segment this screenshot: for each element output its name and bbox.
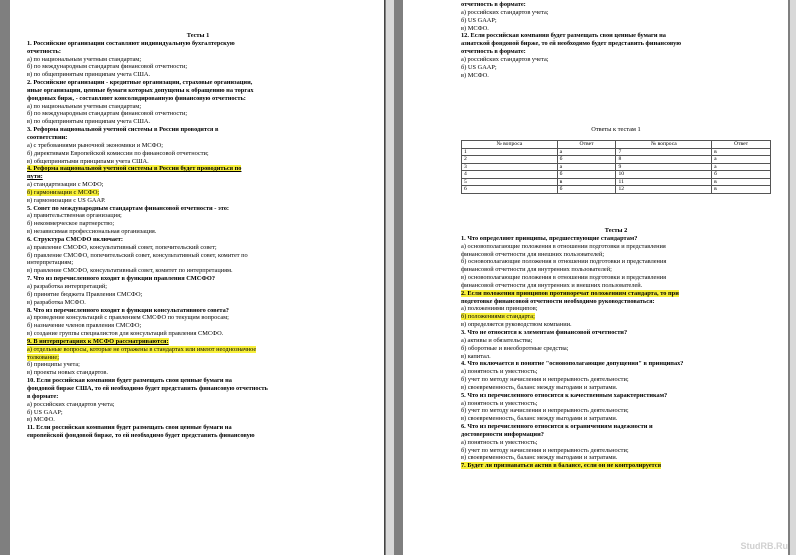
text-line: в) разработка МСФО. (27, 298, 86, 306)
text-line: а) по национальным учетным стандартам; (27, 102, 142, 110)
text-line: а) активы и обязательства; (461, 336, 533, 344)
text-line: в) общепринятыми принципами учета США. (27, 157, 149, 165)
highlighted-answer: 4. Реформа национальной учетной системы в России будет проводиться по (27, 165, 242, 173)
answers-cell: а (557, 148, 616, 156)
table-row (462, 186, 771, 194)
text-line: 6. Что из перечисленного относится к ограничениям надежности и (461, 423, 653, 431)
text-line: б) US GAAP; (461, 16, 497, 24)
text-line: в) по общепринятым принципам учета США. (27, 118, 151, 126)
text-line: а) с требованиями рыночной экономики и МСФО; (27, 141, 164, 149)
text-line (27, 165, 369, 173)
answers-cell: б (712, 171, 771, 179)
table-row (462, 148, 771, 156)
text-line: 6. Структура СМСФО включает: (27, 235, 124, 243)
text-line: соответствии: (27, 133, 68, 141)
text-line: 11. Если российская компания будет размещать свои ценные бумаги на (27, 424, 232, 432)
text-line: пути: (27, 173, 43, 181)
answers-cell: 10 (616, 171, 712, 179)
answers-cell: в (557, 178, 616, 186)
text-line: 12. Если российская компания будет размещать свои ценные бумаги на (461, 32, 666, 40)
answers-cell: 8 (616, 156, 712, 164)
table-row (462, 178, 771, 186)
text-line: в) проекты новых стандартов. (27, 369, 108, 377)
answers-header-cell: Ответ (557, 141, 616, 149)
watermark: StudRB.Ru (740, 541, 788, 551)
table-row (462, 156, 771, 164)
left-page-text (27, 32, 369, 440)
text-line: Тесты 2 (604, 227, 628, 234)
text-line: а) стандартизации с МСФО; (27, 181, 104, 189)
answers-cell: 11 (616, 178, 712, 186)
text-line: фондовых бирж, - составляют консолидированную финансовую отчетность: (27, 94, 246, 102)
answers-cell: 5 (462, 178, 558, 186)
text-line: а) российских стандартов учета; (461, 8, 549, 16)
highlighted-answer: толкование; (27, 353, 59, 361)
answers-cell: а (712, 163, 771, 171)
document-page-left (10, 0, 385, 555)
text-line: а) правительственная организация; (27, 212, 122, 220)
text-line: б) учет по методу начисления и непрерывность деятельности; (461, 407, 629, 415)
text-line: отчетность: (27, 47, 61, 55)
text-line (461, 313, 771, 321)
text-line: в) основополагающие положения в отношении подготовки и представления (461, 274, 667, 282)
text-line: финансовой отчетности для внутренних пользователей; (461, 266, 612, 274)
answers-title: Ответы к тестам 1 (591, 126, 641, 133)
text-line (27, 354, 369, 362)
text-line: а) разработка интерпретаций; (27, 283, 108, 290)
answers-cell: 3 (462, 163, 558, 171)
text-line: фондовой бирже США, то ей необходимо будет представить финансовую отчетность (27, 384, 268, 392)
table-row (462, 163, 771, 171)
text-line: в) определяется руководством компании. (461, 321, 572, 329)
text-line: в) МСФО. (27, 416, 55, 424)
text-line: в) своевременность, баланс между выгодами и затратами. (461, 415, 618, 423)
text-line (461, 462, 771, 470)
right-page-scrollbar[interactable] (790, 0, 796, 555)
text-line: а) российских стандартов учета; (461, 55, 549, 63)
text-line: интерпретациям; (27, 259, 74, 267)
answers-cell: 9 (616, 163, 712, 171)
answers-cell: в (712, 178, 771, 186)
highlighted-answer: 9. В интерпретациях к МСФО рассматриваются: (27, 337, 169, 345)
text-line: азиатской фондовой бирже, то ей необходимо будет представить финансовую (461, 40, 682, 48)
right-page-bottom-text (461, 227, 771, 470)
text-line: в) по общепринятым принципам учета США. (27, 71, 151, 79)
answers-table (461, 140, 771, 194)
highlighted-answer: б) гармонизации с МСФО; (27, 188, 100, 196)
text-line: 4. Что включается в понятие "основополагающие допущения" в принципах? (461, 360, 684, 368)
text-line: в) своевременность, баланс между выгодами и затратами. (461, 383, 618, 391)
answers-cell: в (712, 148, 771, 156)
text-line (27, 189, 369, 197)
answers-cell: б (557, 156, 616, 164)
text-line: Тесты 1 (186, 32, 210, 39)
text-line: б) правление СМСФО, попечительский совет, консультативный совет, комитет по (27, 251, 248, 259)
answers-cell: 4 (462, 171, 558, 179)
text-line: 1. Российские организации составляют индивидуальную бухгалтерскую (27, 39, 235, 47)
answers-header-cell: Ответ (712, 141, 771, 149)
text-line: 5. Что из перечисленного относится к качественным характеристикам? (461, 391, 668, 399)
text-line: а) понятность и уместность; (461, 438, 538, 446)
text-line: б) US GAAP; (27, 408, 63, 416)
table-row (462, 171, 771, 179)
text-line: а) положениями принципов; (461, 305, 538, 313)
text-line: в) своевременность, баланс между выгодами и затратами. (461, 454, 618, 462)
text-line: 5. Совет по международным стандартам финансовой отчетности - это: (27, 204, 230, 212)
right-page-top-text (461, 1, 771, 79)
answers-cell: 2 (462, 156, 558, 164)
text-line: подготовке финансовой отчетности необходимо руководствоваться: (461, 297, 655, 305)
highlighted-answer: б) положениями стандарта; (461, 313, 535, 321)
text-line: финансовой отчетности для внешних пользователей; (461, 250, 605, 258)
text-line: б) по международным стандартам финансовой отчетности; (27, 63, 188, 71)
text-line: в) МСФО. (461, 24, 489, 32)
text-line: отчетность в формате: (461, 1, 526, 8)
text-line: 3. Что не относится к элементам финансовой отчетности? (461, 328, 628, 336)
text-line: в) МСФО. (461, 71, 489, 79)
text-line: б) принятие бюджета Правления СМСФО; (27, 290, 143, 298)
text-line: б) по международным стандартам финансовой отчетности; (27, 110, 188, 118)
text-line: иные организации, ценные бумаги которых допущены к обращению на торгах (27, 86, 254, 94)
text-line: б) основополагающие положения в отношении подготовки и представления (461, 258, 667, 266)
text-line: а) понятность и уместность; (461, 399, 538, 407)
text-line: б) назначение членов правления СМСФО; (27, 322, 142, 330)
text-line: отчетность в формате: (461, 48, 526, 56)
text-line: б) учет по методу начисления и непрерывность деятельности; (461, 446, 629, 454)
text-line: 2. Российские организации - кредитные организации, страховые организации, (27, 79, 253, 87)
text-line: б) оборотные и внеоборотные средства; (461, 344, 569, 352)
text-line: б) учет по методу начисления и непрерывность деятельности; (461, 376, 629, 384)
text-line: 7. Что из перечисленного входит в функции правления СМСФО? (27, 275, 215, 283)
text-line: финансовой отчетности для внутренних и внешних пользователей. (461, 281, 643, 289)
text-line: в формате: (27, 392, 59, 400)
text-line: 1. Что определяют принципы, предшествующие стандартам? (461, 234, 638, 242)
text-line: б) директивами Европейской комиссии по финансовой отчетности; (27, 149, 209, 157)
text-line: а) основополагающие положения в отношении подготовки и представления (461, 242, 666, 250)
document-page-right (403, 0, 788, 555)
left-page-scrollbar[interactable] (386, 0, 394, 555)
text-line: достоверности информации? (461, 430, 544, 438)
answers-cell: 12 (616, 186, 712, 194)
text-line: а) российских стандартов учета; (27, 400, 115, 408)
text-line: 3. Реформа национальной учетной системы в России проводится в (27, 126, 219, 134)
answers-cell: в (712, 186, 771, 194)
answers-header-cell: № вопроса (616, 141, 712, 149)
text-line: в) независимая профессиональная организация. (27, 228, 157, 236)
text-line (27, 346, 369, 354)
text-line: а) понятность и уместность; (461, 368, 538, 376)
text-line (461, 290, 771, 298)
text-line: 8. Что из перечисленного входит в функции консультативного совета? (27, 306, 229, 314)
text-line: в) создание группы специалистов для консультаций правления СМСФО. (27, 330, 224, 338)
text-line: а) по национальным учетным стандартам; (27, 55, 142, 63)
answers-cell: 7 (616, 148, 712, 156)
text-line: б) принципы учета; (27, 361, 80, 369)
highlighted-answer: 2. Если положения принципов противоречат положениям стандарта, то при (461, 289, 679, 297)
text-line: б) US GAAP; (461, 63, 497, 71)
answers-header-cell: № вопроса (462, 141, 558, 149)
text-line: б) некоммерческое партнерство; (27, 220, 115, 228)
answers-cell: а (557, 163, 616, 171)
answers-cell: а (712, 156, 771, 164)
text-line: в) правление СМСФО, консультативный совет, комитет по интерпретациям. (27, 267, 233, 275)
text-line: европейской фондовой бирже, то ей необходимо будет представить финансовую (27, 432, 255, 440)
answers-cell: 1 (462, 148, 558, 156)
text-line: 10. Если российская компания будет размещать свои ценные бумаги на (27, 377, 232, 385)
highlighted-answer: а) отдельные вопросы, которые не отражены в стандартах или имеют неоднозначное (27, 345, 257, 353)
text-line: а) правление СМСФО, консультативный совет, попечительский совет; (27, 243, 217, 251)
text-line: а) проведение консультаций с правлением СМСФО по текущим вопросам; (27, 314, 229, 322)
text-line: в) капитал. (461, 352, 491, 360)
highlighted-answer: 7. Будет ли признаваться актив в балансе, если он не контролируется (461, 462, 661, 470)
answers-cell: 6 (462, 186, 558, 194)
text-line: в) гармонизации с US GAAP. (27, 196, 106, 204)
text-line (27, 338, 369, 346)
answers-cell: б (557, 171, 616, 179)
answers-cell: б (557, 186, 616, 194)
